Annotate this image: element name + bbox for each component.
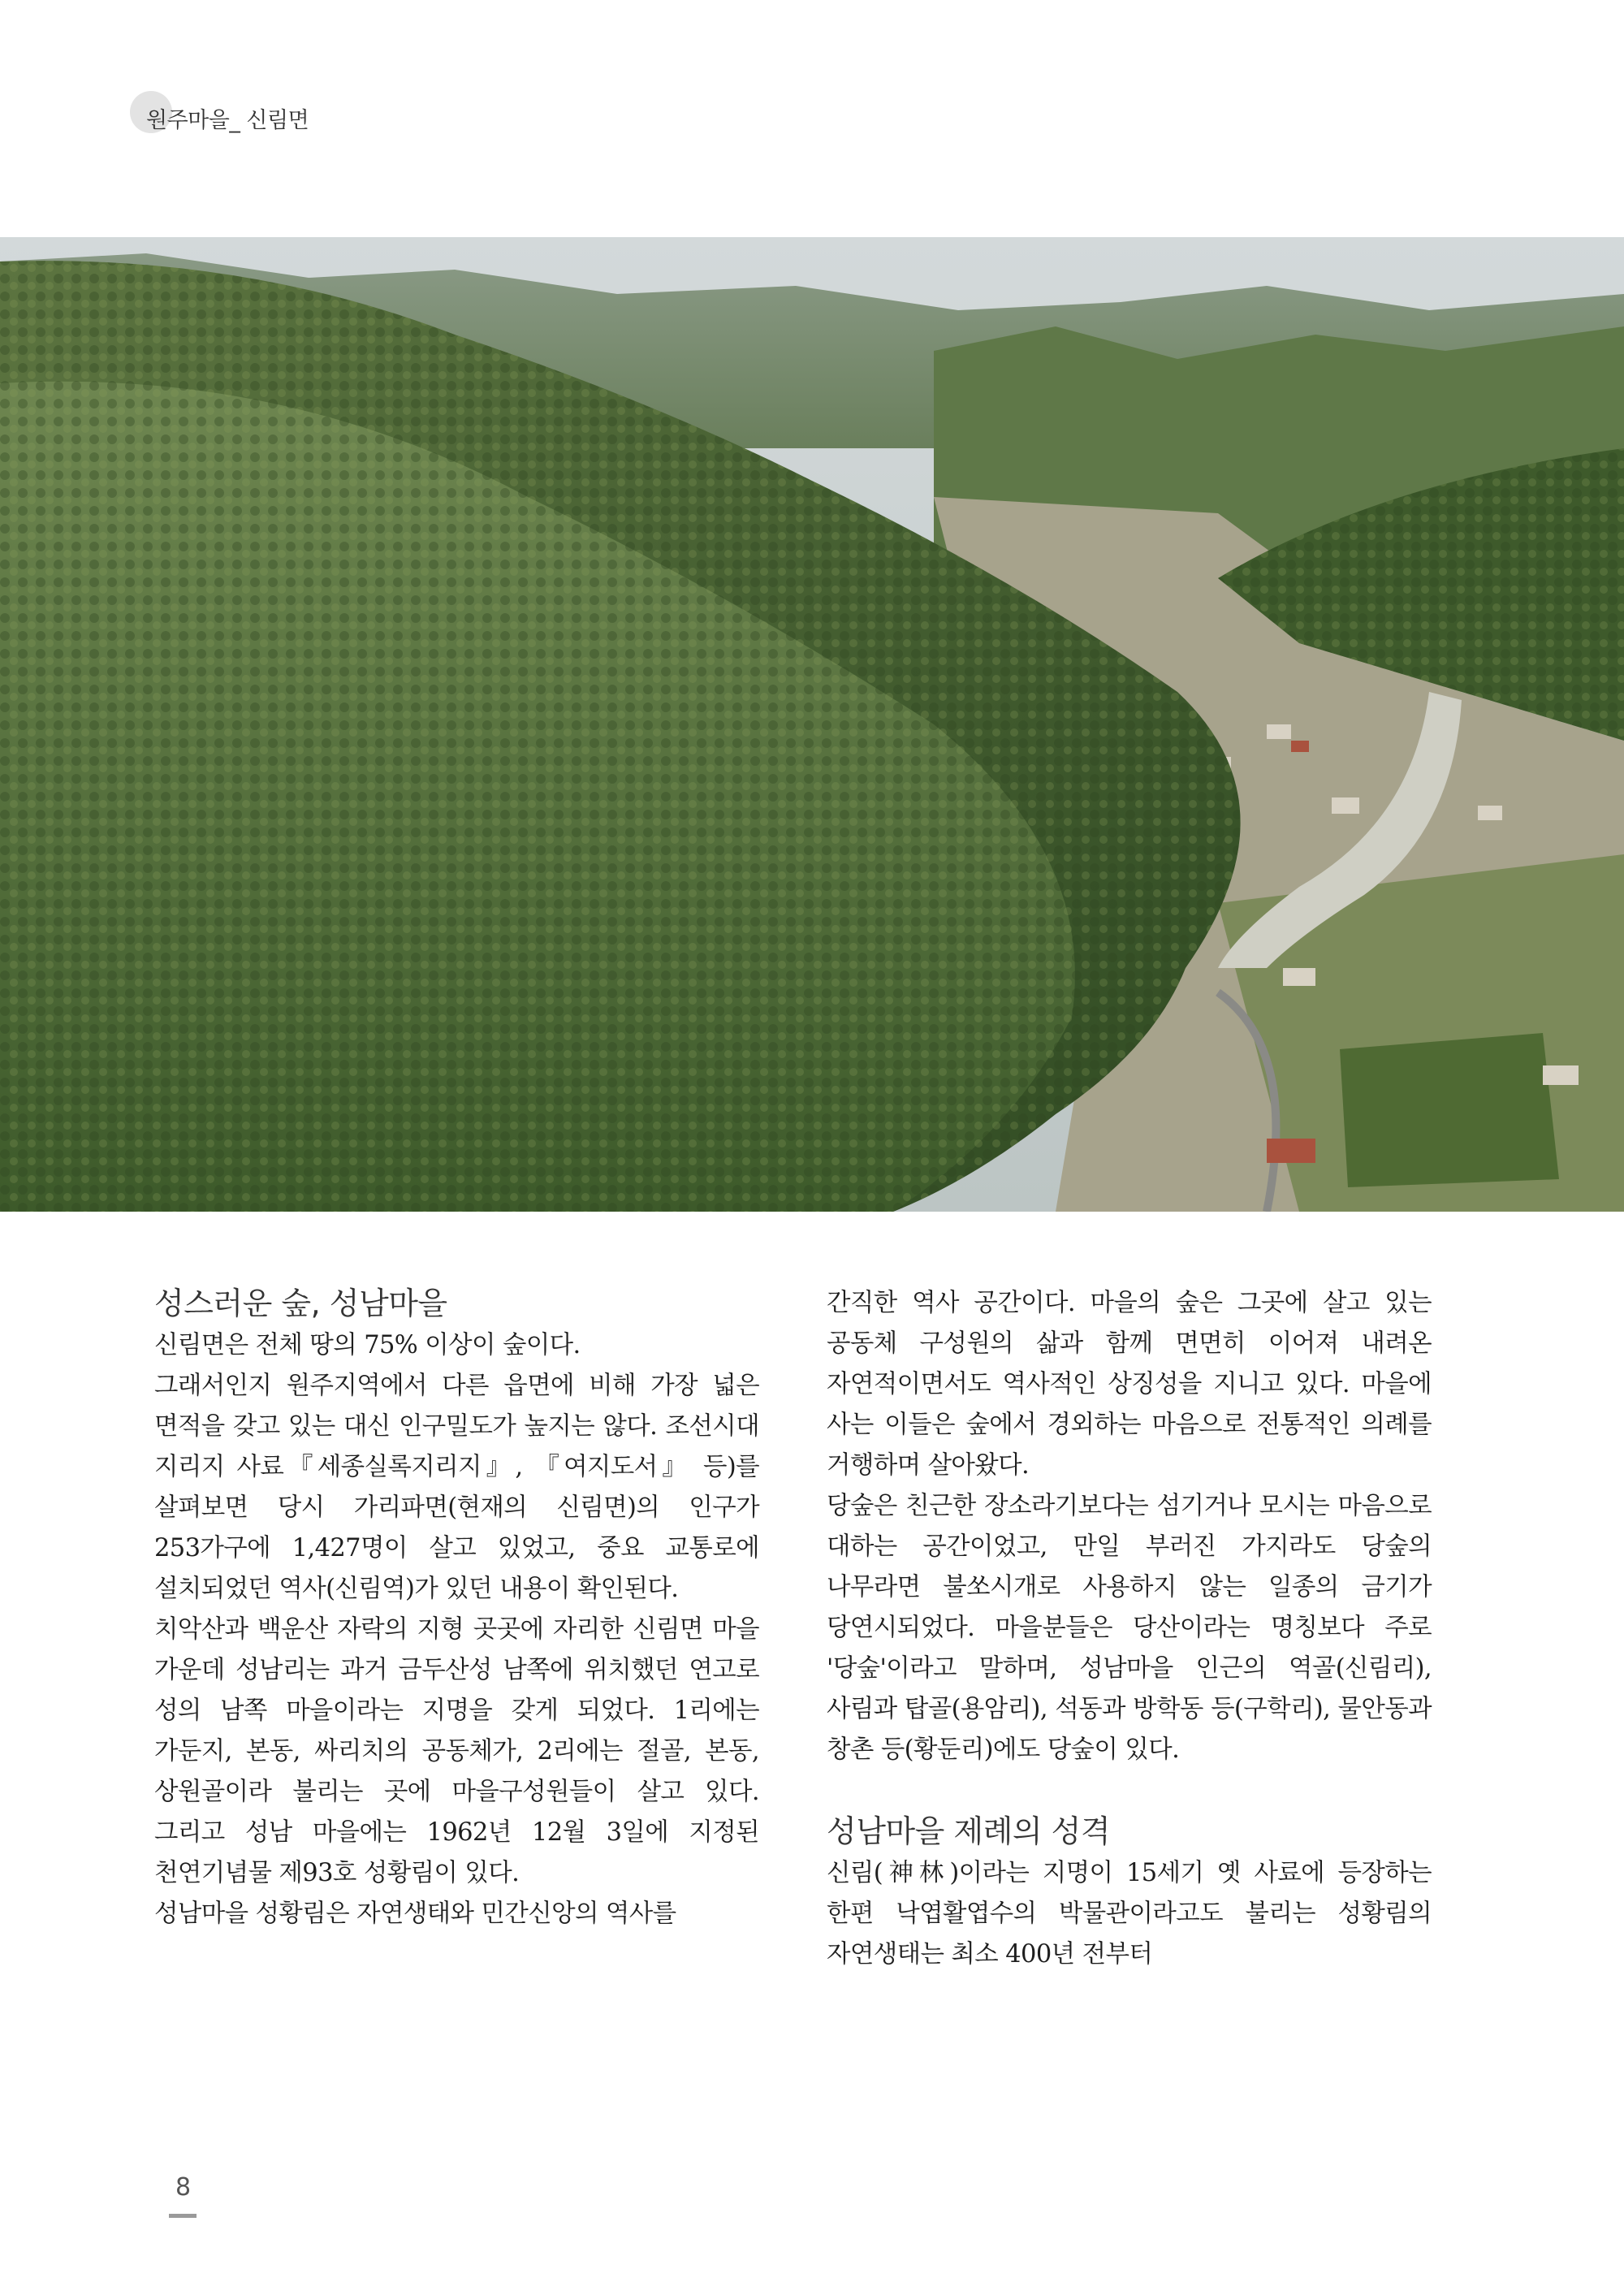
paragraph: 간직한 역사 공간이다. 마을의 숲은 그곳에 살고 있는 공동체 구성원의 삶과 함께 면면히 이어져 내려온 자연적이면서도 역사적인 상징성을 지니고 있다. 마을에 사는 이들은 숲에서 경외하는 마음으로 전통적인 의례를 거행하며 살아왔다. [827, 1289, 1432, 1480]
page-number: 8 [175, 2173, 192, 2202]
aerial-forest-valley-photo [0, 237, 1624, 1212]
aerial-photo [0, 237, 1624, 1212]
paragraph-spacer [827, 1770, 1432, 1811]
paragraph: 신림면은 전체 땅의 75% 이상이 숲이다. [154, 1331, 581, 1359]
paragraph: 치악산과 백운산 자락의 지형 곳곳에 자리한 신림면 마을 가운데 성남리는 과거 금두산성 남쪽에 위치했던 연고로 성의 남쪽 마을이라는 지명을 갖게 되었다. 1리에는 가둔지, 본동, 싸리치의 공동체가, 2리에는 절골, 본동, 상원골이라 불리는 곳에 마을구성원들이 살고 있다. 그리고 성남 마을에는 1962년 12월 3일에 지정된 천연기념물 제93호 성황림이 있다. [154, 1615, 759, 1887]
paragraph: 성남마을 성황림은 자연생태와 민간신앙의 역사를 [154, 1900, 676, 1928]
paragraph: 신림(神林)이라는 지명이 15세기 옛 사료에 등장하는 한편 낙엽활엽수의 박물관이라고도 불리는 성황림의 자연생태는 최소 400년 전부터 [827, 1859, 1432, 1969]
section-heading: 성남마을 제례의 성격 [827, 1813, 1111, 1849]
paragraph: 당숲은 친근한 장소라기보다는 섬기거나 모시는 마음으로 대하는 공간이었고, 만일 부러진 가지라도 당숲의 나무라면 불쏘시개로 사용하지 않는 일종의 금기가 당연시되었다. 마을분들은 당산이라는 명칭보다 주로 '당숲'이라고 말하며, 성남마을 인근의 역골(신림리), 사림과 탑골(용암리), 석동과 방학동 등(구학리), 물안동과 창촌 등(황둔리)에도 당숲이 있다. [827, 1492, 1432, 1764]
page-number-rule [169, 2214, 197, 2218]
section-label: 원주마을_ 신림면 [146, 108, 309, 133]
section-heading: 성스러운 숲, 성남마을 [154, 1286, 447, 1321]
right-text-column [827, 1283, 1432, 1975]
paragraph: 그래서인지 원주지역에서 다른 읍면에 비해 가장 넓은 면적을 갖고 있는 대신 인구밀도가 높지는 않다. 조선시대 지리지 사료『세종실록지리지』, 『여지도서』 등)를 살펴보면 당시 가리파면(현재의 신림면)의 인구가 253가구에 1,427명이 살고 있었고, 중요 교통로에 설치되었던 역사(신림역)가 있던 내용이 확인된다. [154, 1372, 759, 1603]
left-text-column [154, 1283, 759, 1934]
